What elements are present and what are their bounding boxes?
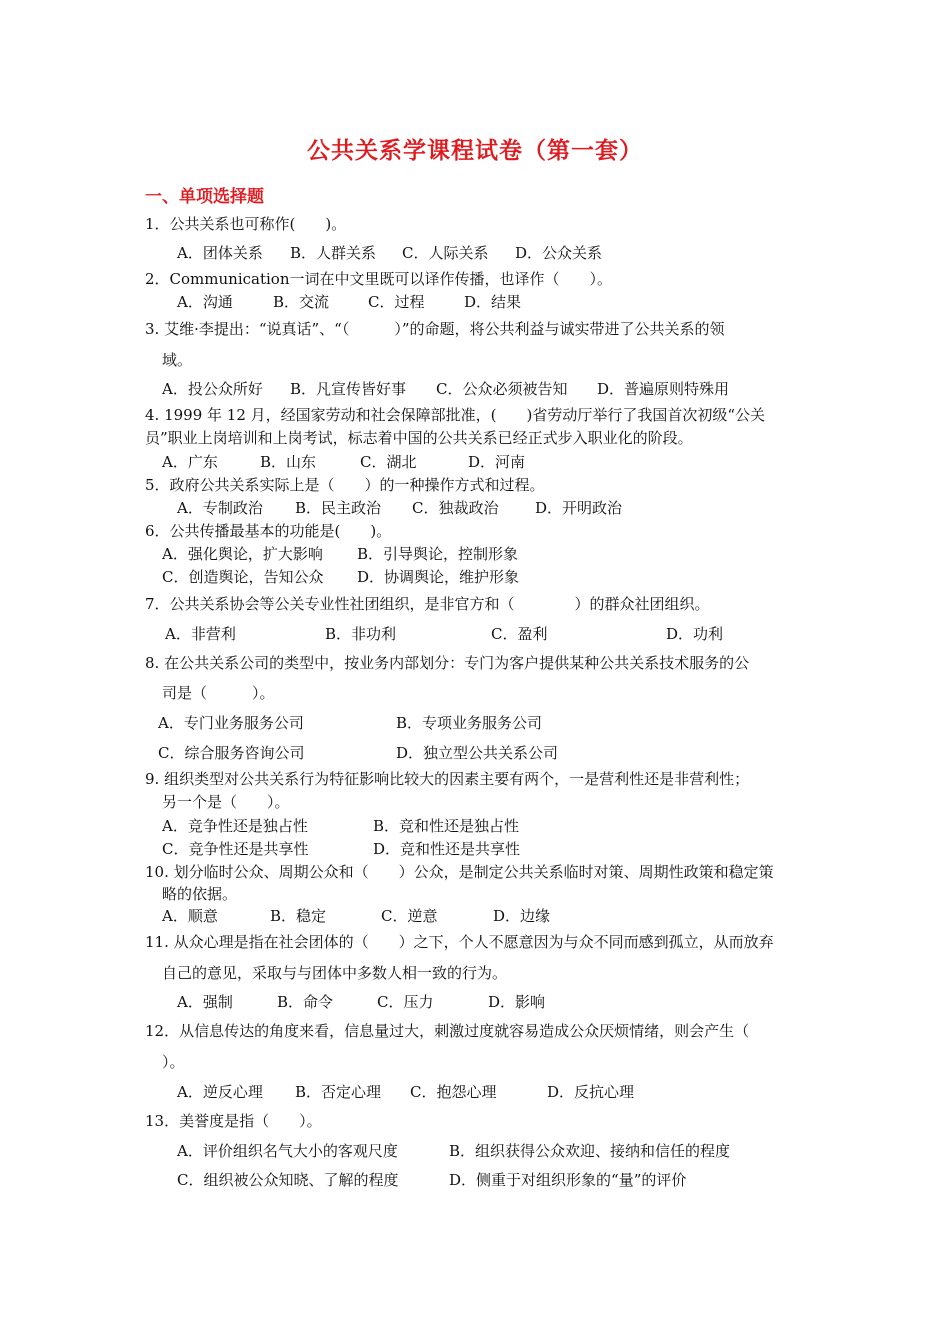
q8-option-a: A．专门业务服务公司: [158, 714, 304, 732]
q3-option-a: A．投公众所好: [162, 380, 263, 398]
q12-option-a: A．逆反心理: [177, 1083, 263, 1101]
q1-option-d: D．公众关系: [515, 244, 603, 262]
q4-option-d: D．河南: [468, 453, 526, 471]
q12-option-c: C．抱怨心理: [410, 1083, 497, 1101]
page-title: 公共关系学课程试卷（第一套）: [307, 137, 643, 164]
question-10-line-2: 略的依据。: [162, 885, 238, 903]
q1-option-b: B．人群关系: [290, 244, 377, 262]
q8-option-b: B．专项业务服务公司: [396, 714, 543, 732]
q12-option-d: D．反抗心理: [547, 1083, 635, 1101]
q11-option-c: C．压力: [377, 993, 434, 1011]
question-5: 5．政府公共关系实际上是（ ）的一种操作方式和过程。: [145, 476, 545, 494]
q5-option-d: D．开明政治: [535, 499, 623, 517]
q7-option-a: A．非营利: [165, 625, 236, 643]
section-heading: 一、单项选择题: [145, 187, 264, 207]
question-6: 6．公共传播最基本的功能是( )。: [145, 522, 392, 540]
q9-option-c: C．竞争性还是共享性: [162, 840, 309, 858]
q5-option-b: B．民主政治: [295, 499, 382, 517]
q13-option-c: C．组织被公众知晓、了解的程度: [177, 1171, 399, 1189]
q4-option-c: C．湖北: [360, 453, 417, 471]
q4-option-b: B．山东: [260, 453, 317, 471]
q9-option-b: B．竞和性还是独占性: [373, 817, 520, 835]
q5-option-c: C．独裁政治: [412, 499, 499, 517]
q1-option-a: A．团体关系: [177, 244, 263, 262]
q9-option-d: D．竞和性还是共享性: [373, 840, 521, 858]
q11-option-d: D．影响: [488, 993, 546, 1011]
question-4-line-2: 员”职业上岗培训和上岗考试，标志着中国的公共关系已经正式步入职业化的阶段。: [145, 429, 693, 447]
q2-option-d: D．结果: [464, 293, 522, 311]
q3-option-c: C．公众必须被告知: [436, 380, 568, 398]
q6-option-a: A．强化舆论，扩大影响: [162, 545, 323, 563]
question-13: 13．美誉度是指（ ）。: [145, 1112, 322, 1130]
q2-option-b: B．交流: [273, 293, 330, 311]
question-2: 2．Communication一词在中文里既可以译作传播，也译作（ ）。: [145, 270, 612, 288]
q6-option-c: C．创造舆论，告知公众: [162, 568, 324, 586]
question-4-line-1: 4. 1999 年 12 月，经国家劳动和社会保障部批准，( )省劳动厅举行了我国首次初级“公关: [145, 406, 766, 424]
question-8-line-2: 司是（ ）。: [162, 684, 275, 702]
q1-option-c: C．人际关系: [402, 244, 489, 262]
q10-option-a: A．顺意: [162, 907, 218, 925]
q6-option-b: B．引导舆论，控制形象: [357, 545, 519, 563]
question-7: 7．公共关系协会等公关专业性社团组织，是非官方和（ ）的群众社团组织。: [145, 595, 710, 613]
question-11-line-2: 自己的意见，采取与与团体中多数人相一致的行为。: [162, 964, 508, 982]
q10-option-d: D．边缘: [493, 907, 551, 925]
q3-option-d: D．普遍原则特殊用: [597, 380, 730, 398]
q13-option-a: A．评价组织名气大小的客观尺度: [177, 1142, 398, 1160]
question-12-line-1: 12．从信息传达的角度来看，信息量过大，刺激过度就容易造成公众厌烦情绪，则会产生（: [145, 1022, 750, 1040]
q11-option-a: A．强制: [177, 993, 233, 1011]
question-10-line-1: 10. 划分临时公众、周期公众和（ ）公众，是制定公共关系临时对策、周期性政策和稳定策: [145, 863, 774, 881]
q2-option-c: C．过程: [368, 293, 425, 311]
question-9-line-1: 9. 组织类型对公共关系行为特征影响比较大的因素主要有两个，一是营利性还是非营利性；: [145, 770, 750, 788]
q6-option-d: D．协调舆论，维护形象: [357, 568, 520, 586]
q8-option-d: D．独立型公共关系公司: [396, 744, 559, 762]
q5-option-a: A．专制政治: [177, 499, 263, 517]
q13-option-b: B．组织获得公众欢迎、接纳和信任的程度: [449, 1142, 731, 1160]
q10-option-b: B．稳定: [270, 907, 327, 925]
q9-option-a: A．竞争性还是独占性: [162, 817, 308, 835]
question-1: 1．公共关系也可称作( )。: [145, 215, 347, 233]
question-8-line-1: 8. 在公共关系公司的类型中，按业务内部划分：专门为客户提供某种公共关系技术服务的公: [145, 654, 750, 672]
q8-option-c: C．综合服务咨询公司: [158, 744, 305, 762]
q7-option-c: C．盈利: [491, 625, 548, 643]
q11-option-b: B．命令: [277, 993, 334, 1011]
q7-option-d: D．功利: [666, 625, 724, 643]
question-3-line-1: 3. 艾维·李提出：“说真话”、“（ ）”的命题，将公共利益与诚实带进了公共关系的领: [145, 320, 725, 338]
q10-option-c: C．逆意: [381, 907, 438, 925]
question-9-line-2: 另一个是（ ）。: [162, 793, 290, 811]
question-3-line-2: 域。: [162, 351, 193, 369]
q7-option-b: B．非功利: [325, 625, 397, 643]
q3-option-b: B．凡宣传皆好事: [290, 380, 407, 398]
q12-option-b: B．否定心理: [295, 1083, 382, 1101]
question-12-line-2: ）。: [162, 1053, 185, 1071]
q2-option-a: A．沟通: [177, 293, 233, 311]
q4-option-a: A．广东: [162, 453, 218, 471]
question-11-line-1: 11. 从众心理是指在社会团体的（ ）之下，个人不愿意因为与众不同而感到孤立，从而放弃: [145, 933, 774, 951]
q13-option-d: D．侧重于对组织形象的“量”的评价: [449, 1171, 687, 1189]
